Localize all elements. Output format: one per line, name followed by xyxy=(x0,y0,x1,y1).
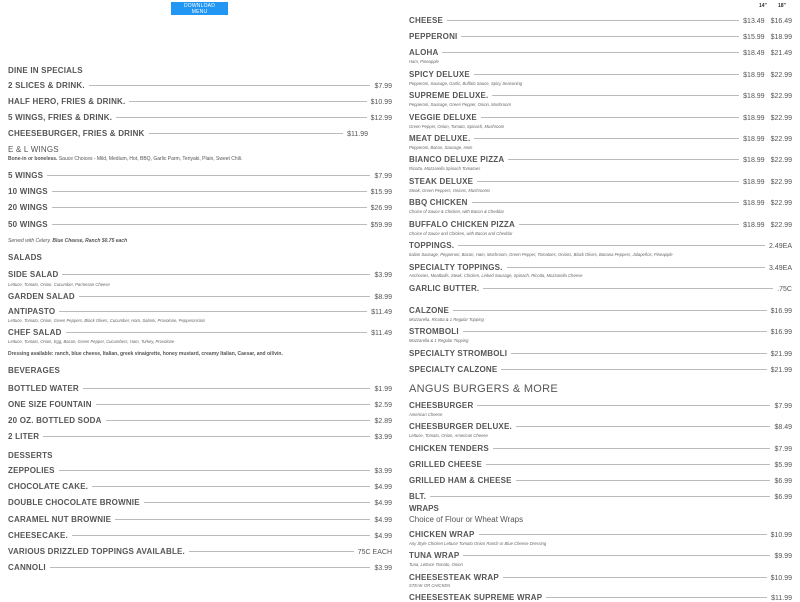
burger-item: CHEESBURGER $7.99 xyxy=(409,401,792,410)
dressing-note: Dressing available: ranch, blue cheese, Italian, greek vinaigrette, honey mustard, creamy Italian, Caesar, and oil/vin. xyxy=(8,351,283,357)
wrap-item: CHEESESTEAK SUPREME WRAP $11.99 xyxy=(409,593,792,602)
item-description: Italian Sausage, Pepperoni, Bacon, Ham, Mushroom, Green Pepper, Tomatoes, Onions, Black Olives, Banana Peppers, Jalapeños, Pineapple xyxy=(409,252,673,257)
menu-item: ANTIPASTO $11.49 xyxy=(8,307,392,316)
item-description: Ham, Pineapple xyxy=(409,59,439,64)
topping-item: GARLIC BUTTER. .75C xyxy=(409,284,792,293)
pizza-item: ALOHA $18.49 $21.49 xyxy=(409,48,792,57)
menu-item: GARDEN SALAD $8.99 xyxy=(8,292,392,301)
menu-item: 10 WINGS $15.99 xyxy=(8,187,392,196)
size-header-14: 14" xyxy=(759,3,767,9)
menu-item: 20 OZ. BOTTLED SODA $2.89 xyxy=(8,416,392,425)
pizza-item: CHEESE $13.49 $16.49 xyxy=(409,16,792,25)
menu-item: SIDE SALAD $3.99 xyxy=(8,270,392,279)
item-description: Pepperoni, Sausage, Garlic, Buffalo Sauce, Spicy Seasoning xyxy=(409,81,523,86)
wings-heading: E & L WINGS xyxy=(8,145,59,154)
item-description: Anchovies, Meatballs, Steak, Chicken, Linked Sausage, Spinach, Ricotta, Mozzarella Cheese xyxy=(409,273,583,278)
wraps-heading: WRAPS xyxy=(409,504,439,513)
item-description: Pepperoni, Sausage, Green Pepper, Onion, Mushroom xyxy=(409,102,511,107)
dine-in-specials-heading: DINE IN SPECIALS xyxy=(8,66,83,75)
item-description: Ricotta, Mozzarella Spinach Tomatoes xyxy=(409,166,481,171)
burgers-heading: ANGUS BURGERS & MORE xyxy=(409,383,559,395)
calzone-item: SPECIALTY CALZONE $21.99 xyxy=(409,365,792,374)
menu-item: DOUBLE CHOCOLATE BROWNIE $4.99 xyxy=(8,498,392,507)
item-description: Pepperoni, Bacon, Sausage, Ham xyxy=(409,145,473,150)
item-description: Tuna, Lettuce Tomato, Onion xyxy=(409,562,463,567)
download-menu-button[interactable]: DOWNLOAD MENU xyxy=(171,2,228,15)
item-description: Green Pepper, Onion, Tomato, Spinach, Mushroom xyxy=(409,124,505,129)
pizza-item: BUFFALO CHICKEN PIZZA $18.99 $22.99 xyxy=(409,220,792,229)
menu-item: CHOCOLATE CAKE. $4.99 xyxy=(8,482,392,491)
item-description: American Cheese xyxy=(409,412,443,417)
size-header-18: 18" xyxy=(778,3,786,9)
menu-item: 2 LITER $3.99 xyxy=(8,432,392,441)
menu-item: 5 WINGS $7.99 xyxy=(8,171,392,180)
wraps-subtitle: Choice of Flour or Wheat Wraps xyxy=(409,515,524,524)
wings-sauce-note: Bone-in or boneless. Sauce Choices - Mild, Medium, Hot, BBQ, Garlic Parm, Teriyaki, Plain, Sweet Chili. xyxy=(8,156,243,162)
beverages-heading: BEVERAGES xyxy=(8,366,61,375)
item-description: STEAK OR CHICKEN xyxy=(409,583,451,588)
pizza-item: SUPREME DELUXE. $18.99 $22.99 xyxy=(409,91,792,100)
burger-item: GRILLED CHEESE $5.99 xyxy=(409,460,792,469)
item-description: Mozzarella & 1 Regular Topping xyxy=(409,338,469,343)
wings-served-note: Served with Celery. Blue Cheese, Ranch $0.75 each xyxy=(8,238,128,244)
menu-item: CHEESEBURGER, FRIES & DRINK $11.99 xyxy=(8,129,368,138)
pizza-item: BBQ CHICKEN $18.99 $22.99 xyxy=(409,198,792,207)
pizza-item: STEAK DELUXE $18.99 $22.99 xyxy=(409,177,792,186)
topping-item: SPECIALTY TOPPINGS. 3.49EA xyxy=(409,263,792,272)
menu-item: CARAMEL NUT BROWNIE $4.99 xyxy=(8,515,392,524)
wrap-item: TUNA WRAP $9.99 xyxy=(409,551,792,560)
calzone-item: SPECIALTY STROMBOLI $21.99 xyxy=(409,349,792,358)
item-description: Choice of Sauce & Chicken, with Bacon & Cheddar xyxy=(409,209,504,214)
topping-item: TOPPINGS. 2.49EA xyxy=(409,241,792,250)
item-description: Lettuce, Tomato, Onion, American Cheese xyxy=(409,433,488,438)
menu-item: ONE SIZE FOUNTAIN $2.59 xyxy=(8,400,392,409)
item-description: Mozzarella, Ricotta & 1 Regular Topping xyxy=(409,317,484,322)
burger-item: CHICKEN TENDERS $7.99 xyxy=(409,444,792,453)
pizza-item: BIANCO DELUXE PIZZA $18.99 $22.99 xyxy=(409,155,792,164)
item-description: Choice of Sauce and Chicken, with Bacon and Cheddar xyxy=(409,231,513,236)
menu-item: 50 WINGS $59.99 xyxy=(8,220,392,229)
wrap-item: CHICKEN WRAP $10.99 xyxy=(409,530,792,539)
pizza-item: PEPPERONI $15.99 $18.99 xyxy=(409,32,792,41)
wrap-item: CHEESESTEAK WRAP $10.99 xyxy=(409,573,792,582)
menu-item: ZEPPOLIES $3.99 xyxy=(8,466,392,475)
item-description: Lettuce, Tomato, Onion, Cucumber, Parmesan Cheese xyxy=(8,282,110,287)
pizza-item: VEGGIE DELUXE $18.99 $22.99 xyxy=(409,113,792,122)
menu-item: HALF HERO, FRIES & DRINK. $10.99 xyxy=(8,97,392,106)
burger-item: GRILLED HAM & CHEESE $6.99 xyxy=(409,476,792,485)
item-description: Any Style Chicken Lettuce Tomato Onion Ranch or Blue Cheese Dressing xyxy=(409,541,547,546)
item-description: Lettuce, Tomato, Onion, Egg, Bacon, Green Pepper, Cucumbers, Ham, Turkey, Provolone xyxy=(8,339,175,344)
calzone-item: CALZONE $16.99 xyxy=(409,306,792,315)
menu-item: CHEF SALAD $11.49 xyxy=(8,328,392,337)
menu-item: 20 WINGS $26.99 xyxy=(8,203,392,212)
burger-item: CHEESBURGER DELUXE. $8.49 xyxy=(409,422,792,431)
salads-heading: SALADS xyxy=(8,253,43,262)
menu-item: CANNOLI $3.99 xyxy=(8,563,392,572)
menu-item: CHEESECAKE. $4.99 xyxy=(8,531,392,540)
menu-item: 2 SLICES & DRINK. $7.99 xyxy=(8,81,392,90)
menu-item: 5 WINGS, FRIES & DRINK. $12.99 xyxy=(8,113,392,122)
burger-item: BLT. $6.99 xyxy=(409,492,792,501)
item-description: Steak, Green Peppers, Onions, Mushrooms xyxy=(409,188,491,193)
calzone-item: STROMBOLI $16.99 xyxy=(409,327,792,336)
menu-item: VARIOUS DRIZZLED TOPPINGS AVAILABLE. 75C EACH xyxy=(8,547,392,556)
desserts-heading: DESSERTS xyxy=(8,451,53,460)
menu-item: BOTTLED WATER $1.99 xyxy=(8,384,392,393)
item-description: Lettuce, Tomato, Onion, Green Peppers, Black Olives, Cucumber, Ham, Salami, Provolone, Pepperoncinis xyxy=(8,318,206,323)
pizza-item: SPICY DELUXE $18.99 $22.99 xyxy=(409,70,792,79)
pizza-item: MEAT DELUXE. $18.99 $22.99 xyxy=(409,134,792,143)
